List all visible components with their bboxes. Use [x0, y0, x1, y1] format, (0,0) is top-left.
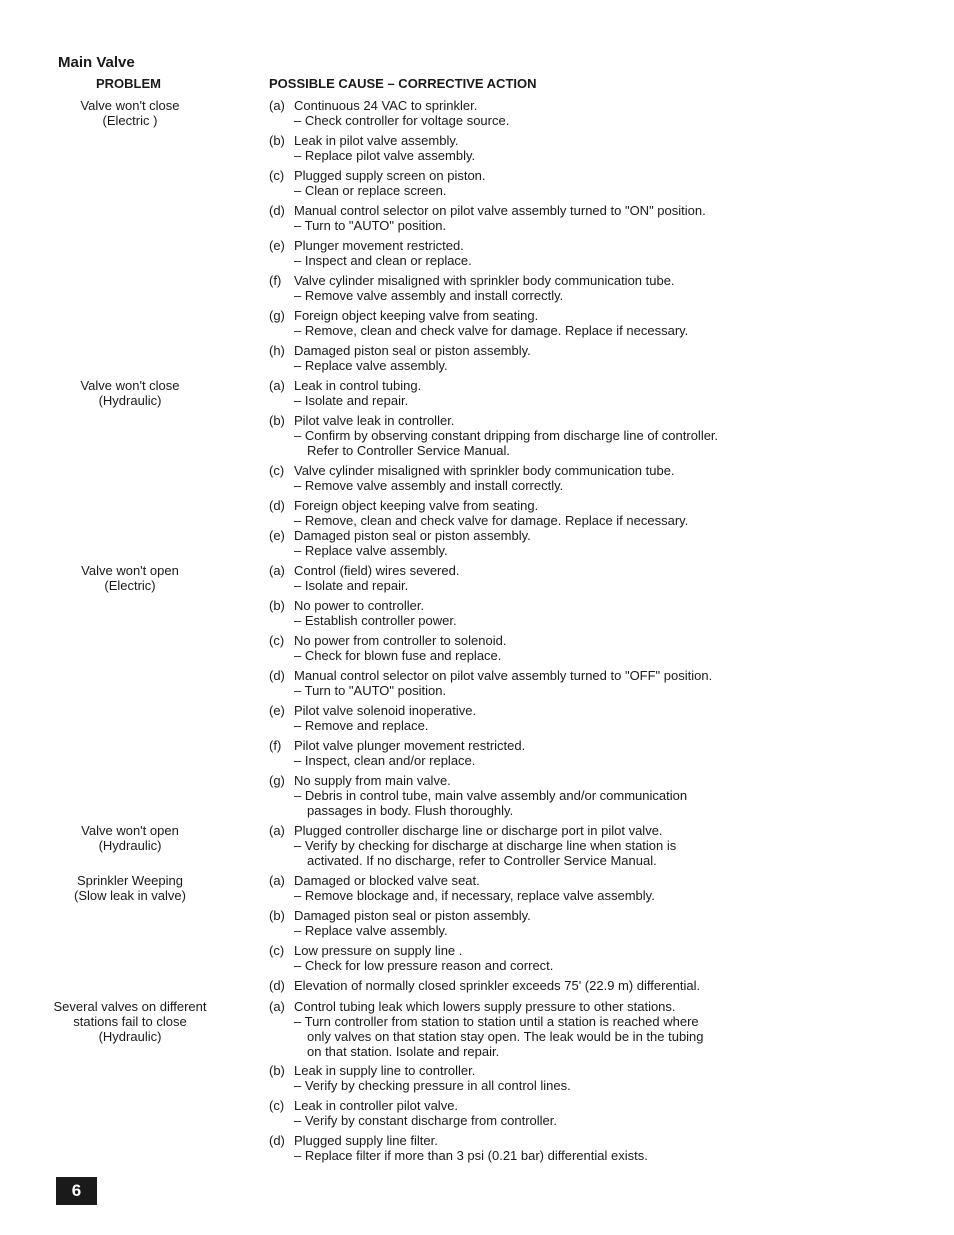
cause-entry [269, 273, 909, 303]
problem-label [40, 378, 220, 408]
corrective-action-line: Refer to Controller Service Manual. [307, 443, 511, 458]
corrective-action [269, 253, 909, 268]
section-title: Main Valve [58, 54, 135, 71]
corrective-action-line: – Isolate and repair. [294, 578, 409, 593]
corrective-action-line: – Remove, clean and check valve for damage. Replace if necessary. [294, 323, 689, 338]
cause-text: Leak in controller pilot valve. [294, 1098, 459, 1113]
problem-label-line: (Hydraulic) [98, 1029, 162, 1044]
cause-column-header: POSSIBLE CAUSE – CORRECTIVE ACTION [269, 76, 537, 91]
corrective-action [269, 393, 909, 408]
cause-text: Pilot valve leak in controller. [294, 413, 455, 428]
corrective-action [269, 513, 909, 528]
corrective-action-line: – Turn to "AUTO" position. [294, 218, 447, 233]
corrective-action [269, 753, 909, 768]
corrective-action-line: – Replace valve assembly. [294, 358, 448, 373]
corrective-action [269, 543, 909, 558]
corrective-action-line: – Inspect, clean and/or replace. [294, 753, 476, 768]
corrective-action-line: – Remove, clean and check valve for damage. Replace if necessary. [294, 513, 689, 528]
problem-label [40, 563, 220, 593]
corrective-action-line: activated. If no discharge, refer to Controller Service Manual. [307, 853, 657, 868]
corrective-action-line: only valves on that station stay open. The leak would be in the tubing [307, 1029, 704, 1044]
cause-entry [269, 738, 909, 768]
corrective-action [269, 788, 909, 818]
problem-label [40, 823, 220, 853]
cause-letter: (a) [269, 378, 285, 393]
problem-label-line: (Hydraulic) [98, 393, 162, 408]
cause-entry [269, 203, 909, 233]
problem-label-line: Sprinkler Weeping [77, 873, 183, 888]
cause-entry [269, 563, 909, 593]
cause-letter: (c) [269, 1098, 285, 1113]
cause-letter: (c) [269, 943, 285, 958]
problem-label-line: Several valves on different [53, 999, 207, 1014]
cause-entry [269, 978, 909, 993]
cause-letter: (c) [269, 168, 285, 183]
cause-text: Plunger movement restricted. [294, 238, 464, 253]
corrective-action [269, 1078, 909, 1093]
corrective-action-line: – Debris in control tube, main valve assembly and/or communication [294, 788, 688, 803]
problem-label-line: stations fail to close [73, 1014, 187, 1029]
cause-letter: (e) [269, 703, 285, 718]
cause-entry [269, 999, 909, 1059]
cause-text: Damaged piston seal or piston assembly. [294, 908, 531, 923]
cause-letter: (d) [269, 1133, 285, 1148]
cause-text: Damaged piston seal or piston assembly. [294, 528, 531, 543]
cause-text: Damaged piston seal or piston assembly. [294, 343, 531, 358]
cause-letter: (g) [269, 308, 285, 323]
cause-text: Valve cylinder misaligned with sprinkler body communication tube. [294, 273, 675, 288]
cause-letter: (d) [269, 668, 285, 683]
corrective-action [269, 1014, 909, 1059]
cause-letter: (f) [269, 738, 282, 753]
corrective-action [269, 183, 909, 198]
cause-entry [269, 98, 909, 128]
corrective-action-line: passages in body. Flush thoroughly. [307, 803, 514, 818]
cause-letter: (d) [269, 978, 285, 993]
corrective-action [269, 148, 909, 163]
cause-text: Leak in supply line to controller. [294, 1063, 476, 1078]
corrective-action [269, 288, 909, 303]
cause-letter: (d) [269, 498, 285, 513]
cause-letter: (b) [269, 133, 285, 148]
corrective-action-line: – Verify by checking for discharge at discharge line when station is [294, 838, 677, 853]
corrective-action-line: – Turn to "AUTO" position. [294, 683, 447, 698]
cause-text: Control (field) wires severed. [294, 563, 460, 578]
problem-label-line: (Electric) [104, 578, 156, 593]
cause-text: No power to controller. [294, 598, 425, 613]
cause-letter: (a) [269, 98, 285, 113]
corrective-action-line: – Clean or replace screen. [294, 183, 447, 198]
corrective-action [269, 888, 909, 903]
cause-entry [269, 1063, 909, 1093]
cause-letter: (d) [269, 203, 285, 218]
corrective-action [269, 478, 909, 493]
cause-entry [269, 1133, 909, 1163]
cause-entry [269, 1098, 909, 1128]
corrective-action [269, 428, 909, 458]
corrective-action-line: – Verify by constant discharge from controller. [294, 1113, 558, 1128]
corrective-action-line: – Remove valve assembly and install correctly. [294, 478, 564, 493]
cause-entry [269, 343, 909, 373]
corrective-action-line: – Inspect and clean or replace. [294, 253, 472, 268]
corrective-action [269, 838, 909, 868]
cause-letter: (a) [269, 999, 285, 1014]
cause-text: Valve cylinder misaligned with sprinkler body communication tube. [294, 463, 675, 478]
cause-letter: (b) [269, 413, 285, 428]
cause-letter: (g) [269, 773, 285, 788]
cause-letter: (a) [269, 873, 285, 888]
corrective-action-line: – Replace pilot valve assembly. [294, 148, 476, 163]
corrective-action-line: – Isolate and repair. [294, 393, 409, 408]
corrective-action-line: – Replace filter if more than 3 psi (0.21 bar) differential exists. [294, 1148, 648, 1163]
problem-label-line: Valve won't open [81, 823, 179, 838]
cause-letter: (a) [269, 823, 285, 838]
cause-entry [269, 168, 909, 198]
cause-entry [269, 908, 909, 938]
cause-letter: (b) [269, 598, 285, 613]
cause-text: No power from controller to solenoid. [294, 633, 507, 648]
cause-text: Pilot valve solenoid inoperative. [294, 703, 477, 718]
cause-text: Leak in pilot valve assembly. [294, 133, 459, 148]
cause-letter: (f) [269, 273, 282, 288]
cause-letter: (e) [269, 238, 285, 253]
corrective-action [269, 613, 909, 628]
corrective-action-line: – Replace valve assembly. [294, 543, 448, 558]
problem-label [40, 999, 220, 1044]
cause-entry [269, 703, 909, 733]
corrective-action [269, 323, 909, 338]
cause-entry [269, 823, 909, 868]
cause-text: Manual control selector on pilot valve assembly turned to "OFF" position. [294, 668, 713, 683]
cause-entry [269, 498, 909, 528]
corrective-action-line: – Check for blown fuse and replace. [294, 648, 502, 663]
cause-entry [269, 873, 909, 903]
cause-text: Plugged controller discharge line or discharge port in pilot valve. [294, 823, 663, 838]
corrective-action-line: – Verify by checking pressure in all control lines. [294, 1078, 571, 1093]
cause-text: Damaged or blocked valve seat. [294, 873, 480, 888]
corrective-action [269, 718, 909, 733]
corrective-action-line: – Turn controller from station to station until a station is reached where [294, 1014, 699, 1029]
problem-column-header: PROBLEM [96, 76, 161, 91]
corrective-action-line: – Check controller for voltage source. [294, 113, 510, 128]
cause-entry [269, 133, 909, 163]
corrective-action [269, 683, 909, 698]
cause-letter: (c) [269, 633, 285, 648]
problem-label-line: Valve won't close [80, 378, 180, 393]
corrective-action-line: – Confirm by observing constant dripping from discharge line of controller. [294, 428, 719, 443]
corrective-action [269, 648, 909, 663]
cause-entry [269, 668, 909, 698]
corrective-action-line: – Replace valve assembly. [294, 923, 448, 938]
corrective-action [269, 1148, 909, 1163]
problem-label-line: (Electric ) [102, 113, 158, 128]
cause-entry [269, 378, 909, 408]
cause-text: Manual control selector on pilot valve assembly turned to "ON" position. [294, 203, 706, 218]
corrective-action-line: – Remove blockage and, if necessary, replace valve assembly. [294, 888, 655, 903]
problem-label [40, 873, 220, 903]
cause-letter: (b) [269, 908, 285, 923]
cause-entry [269, 943, 909, 973]
cause-entry [269, 773, 909, 818]
cause-entry [269, 633, 909, 663]
cause-text: Plugged supply line filter. [294, 1133, 438, 1148]
cause-entry [269, 308, 909, 338]
cause-letter: (h) [269, 343, 285, 358]
cause-text: Plugged supply screen on piston. [294, 168, 486, 183]
corrective-action [269, 923, 909, 938]
cause-entry [269, 528, 909, 558]
corrective-action [269, 218, 909, 233]
cause-text: Elevation of normally closed sprinkler exceeds 75' (22.9 m) differential. [294, 978, 701, 993]
corrective-action [269, 358, 909, 373]
cause-letter: (b) [269, 1063, 285, 1078]
problem-label-line: Valve won't open [81, 563, 179, 578]
corrective-action [269, 113, 909, 128]
corrective-action-line: on that station. Isolate and repair. [307, 1044, 500, 1059]
cause-text: Control tubing leak which lowers supply pressure to other stations. [294, 999, 676, 1014]
cause-letter: (e) [269, 528, 285, 543]
cause-entry [269, 413, 909, 458]
cause-letter: (c) [269, 463, 285, 478]
cause-text: Continuous 24 VAC to sprinkler. [294, 98, 478, 113]
corrective-action-line: – Remove valve assembly and install correctly. [294, 288, 564, 303]
cause-text: Foreign object keeping valve from seating. [294, 498, 539, 513]
page-number: 6 [56, 1177, 97, 1205]
cause-entry [269, 238, 909, 268]
problem-label-line: (Hydraulic) [98, 838, 162, 853]
corrective-action [269, 958, 909, 973]
corrective-action-line: – Establish controller power. [294, 613, 457, 628]
cause-entry [269, 598, 909, 628]
cause-text: Foreign object keeping valve from seating. [294, 308, 539, 323]
cause-text: Pilot valve plunger movement restricted. [294, 738, 526, 753]
corrective-action-line: – Remove and replace. [294, 718, 429, 733]
problem-label-line: (Slow leak in valve) [74, 888, 186, 903]
corrective-action [269, 1113, 909, 1128]
cause-text: Low pressure on supply line . [294, 943, 463, 958]
problem-label-line: Valve won't close [80, 98, 180, 113]
corrective-action [269, 578, 909, 593]
cause-text: No supply from main valve. [294, 773, 451, 788]
problem-label [40, 98, 220, 128]
cause-letter: (a) [269, 563, 285, 578]
cause-text: Leak in control tubing. [294, 378, 422, 393]
cause-entry [269, 463, 909, 493]
corrective-action-line: – Check for low pressure reason and correct. [294, 958, 554, 973]
